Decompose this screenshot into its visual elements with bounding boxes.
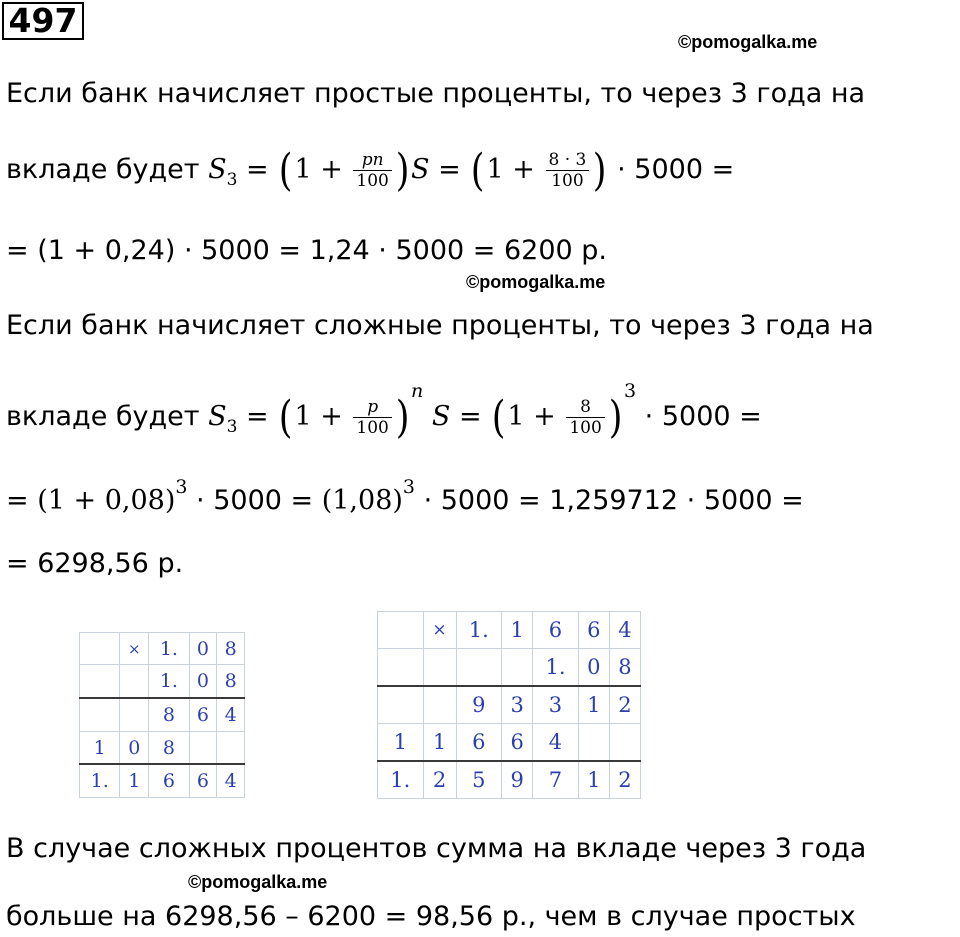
multiplication-table-large	[377, 611, 641, 799]
table-cell: 1	[578, 761, 609, 799]
table-cell: 6	[533, 612, 579, 649]
simple-frac2-den: 100	[551, 171, 584, 191]
table-cell: 0	[578, 648, 609, 686]
compound-exp-a: =	[6, 485, 38, 516]
table-cell: 4	[533, 723, 579, 761]
table-cell: 2	[609, 761, 640, 799]
table-cell: ×	[120, 633, 149, 665]
right-paren-icon: )	[395, 144, 410, 196]
simple-one-plus-2: 1 +	[486, 154, 535, 185]
table-cell	[423, 648, 456, 686]
table-cell	[80, 698, 120, 731]
table-cell	[378, 686, 424, 724]
right-paren-icon: )	[395, 391, 410, 443]
table-cell: 8	[609, 648, 640, 686]
table-cell: 1.	[80, 764, 120, 797]
table-cell: 4	[217, 764, 245, 797]
compound-exp-c: 3	[175, 476, 188, 498]
watermark: ©pomogalka.me	[466, 272, 606, 292]
table-cell: 5	[456, 761, 502, 799]
table-cell: 6	[578, 612, 609, 649]
table-cell: 1	[80, 731, 120, 764]
compound-formula-label: вкладе будет	[6, 401, 200, 432]
table-row	[80, 665, 245, 698]
problem-number: 497	[2, 2, 84, 40]
table-cell: 6	[502, 723, 533, 761]
multiplication-table-small	[79, 632, 245, 798]
table-cell: 0	[189, 665, 217, 698]
compound-expansion	[6, 475, 804, 519]
table-cell: 9	[456, 686, 502, 724]
watermark: ©pomogalka.me	[678, 32, 818, 52]
table-cell: 8	[149, 698, 189, 731]
table-cell: 4	[609, 612, 640, 649]
compound-exp-d: · 5000 =	[187, 485, 322, 516]
simple-s-subscript: 3	[226, 170, 238, 190]
table-row	[378, 686, 641, 724]
table-cell: 1.	[456, 612, 502, 649]
compound-tail: · 5000 =	[644, 401, 762, 432]
table-row	[378, 761, 641, 799]
compound-power-3: 3	[623, 380, 637, 402]
table-row	[378, 648, 641, 686]
conclusion-line-1: В случае сложных процентов сумма на вкладе через 3 года	[6, 833, 867, 864]
simple-one-plus-1: 1 +	[294, 154, 343, 185]
watermark: ©pomogalka.me	[188, 872, 328, 892]
right-paren-icon: )	[593, 144, 607, 196]
compound-one-plus-1: 1 +	[294, 401, 343, 432]
left-paren-icon: (	[278, 391, 293, 443]
compound-equals-2: =	[458, 401, 482, 432]
left-paren-icon: (	[491, 391, 506, 443]
table-cell: 2	[423, 761, 456, 799]
simple-fraction-1	[353, 150, 391, 191]
compound-frac1-num: p	[353, 397, 391, 418]
table-cell: 3	[533, 686, 579, 724]
compound-equals-1: =	[246, 401, 269, 432]
table-cell	[217, 731, 245, 764]
simple-frac1-den: 100	[356, 171, 389, 191]
simple-frac2-num: 8 · 3	[546, 150, 590, 171]
simple-intro: Если банк начисляет простые проценты, то через 3 года на	[6, 78, 866, 109]
table-cell	[189, 731, 217, 764]
table-row	[80, 731, 245, 764]
compound-fraction-1	[353, 397, 391, 438]
left-paren-icon: (	[278, 144, 293, 196]
table-cell	[578, 723, 609, 761]
table-cell: 6	[149, 764, 189, 797]
table-cell: 7	[533, 761, 579, 799]
simple-s-symbol: S	[208, 154, 227, 185]
simple-frac1-num: pn	[353, 150, 391, 171]
table-cell: 3	[502, 686, 533, 724]
table-cell	[120, 665, 149, 698]
table-cell: 9	[502, 761, 533, 799]
table-row	[80, 698, 245, 731]
right-paren-icon: )	[608, 391, 623, 443]
table-cell: 1	[120, 764, 149, 797]
compound-frac2-num: 8	[566, 397, 604, 418]
compound-s-symbol-2: S	[431, 401, 451, 432]
compound-formula	[6, 380, 762, 443]
table-cell: 1	[423, 723, 456, 761]
compound-power-n: n	[411, 380, 424, 402]
table-cell: 8	[217, 665, 245, 698]
table-cell	[456, 648, 502, 686]
table-cell: 8	[149, 731, 189, 764]
compound-s-symbol: S	[208, 401, 227, 432]
table-row	[378, 723, 641, 761]
table-row	[80, 633, 245, 665]
simple-fraction-2	[546, 150, 590, 191]
table-cell: 1	[502, 612, 533, 649]
table-cell	[423, 686, 456, 724]
table-cell: 8	[217, 633, 245, 665]
simple-formula	[6, 144, 735, 196]
compound-frac1-den: 100	[356, 418, 389, 438]
table-cell: 1.	[378, 761, 424, 799]
compound-exp-e: (1,08)	[321, 485, 403, 516]
conclusion-line-2: больше на 6298,56 – 6200 = 98,56 р., чем в случае простых	[6, 901, 856, 932]
table-cell: 4	[217, 698, 245, 731]
table-cell	[378, 612, 424, 649]
table-cell	[80, 633, 120, 665]
table-cell	[120, 698, 149, 731]
simple-equals-2: =	[438, 154, 461, 185]
compound-s-subscript: 3	[226, 417, 238, 437]
table-cell	[502, 648, 533, 686]
simple-tail: · 5000 =	[617, 154, 735, 185]
compound-fraction-2	[566, 397, 604, 438]
table-cell: 0	[189, 633, 217, 665]
table-cell: 2	[609, 686, 640, 724]
compound-exp-g: · 5000 = 1,259712 · 5000 =	[415, 485, 804, 516]
table-cell	[378, 648, 424, 686]
table-cell: 1	[578, 686, 609, 724]
compound-one-plus-2: 1 +	[507, 401, 556, 432]
table-row	[378, 612, 641, 649]
simple-result: = (1 + 0,24) · 5000 = 1,24 · 5000 = 6200 р.	[6, 235, 607, 266]
compound-exp-b: (1 + 0,08)	[37, 485, 176, 516]
compound-exp-f: 3	[402, 476, 415, 498]
simple-formula-label: вкладе будет	[6, 154, 200, 185]
compound-intro: Если банк начисляет сложные проценты, то через 3 года на	[6, 310, 874, 341]
table-cell: 1.	[149, 665, 189, 698]
compound-result: = 6298,56 р.	[6, 548, 184, 579]
table-cell: ×	[423, 612, 456, 649]
left-paren-icon: (	[471, 144, 485, 196]
table-cell: 1	[378, 723, 424, 761]
table-cell	[609, 723, 640, 761]
simple-equals-1: =	[246, 154, 269, 185]
simple-s-symbol-2: S	[411, 154, 430, 185]
table-cell: 1.	[149, 633, 189, 665]
table-row	[80, 764, 245, 797]
table-cell: 6	[189, 698, 217, 731]
table-cell: 6	[189, 764, 217, 797]
table-cell: 6	[456, 723, 502, 761]
compound-frac2-den: 100	[569, 418, 602, 438]
table-cell: 0	[120, 731, 149, 764]
table-cell	[80, 665, 120, 698]
table-cell: 1.	[533, 648, 579, 686]
